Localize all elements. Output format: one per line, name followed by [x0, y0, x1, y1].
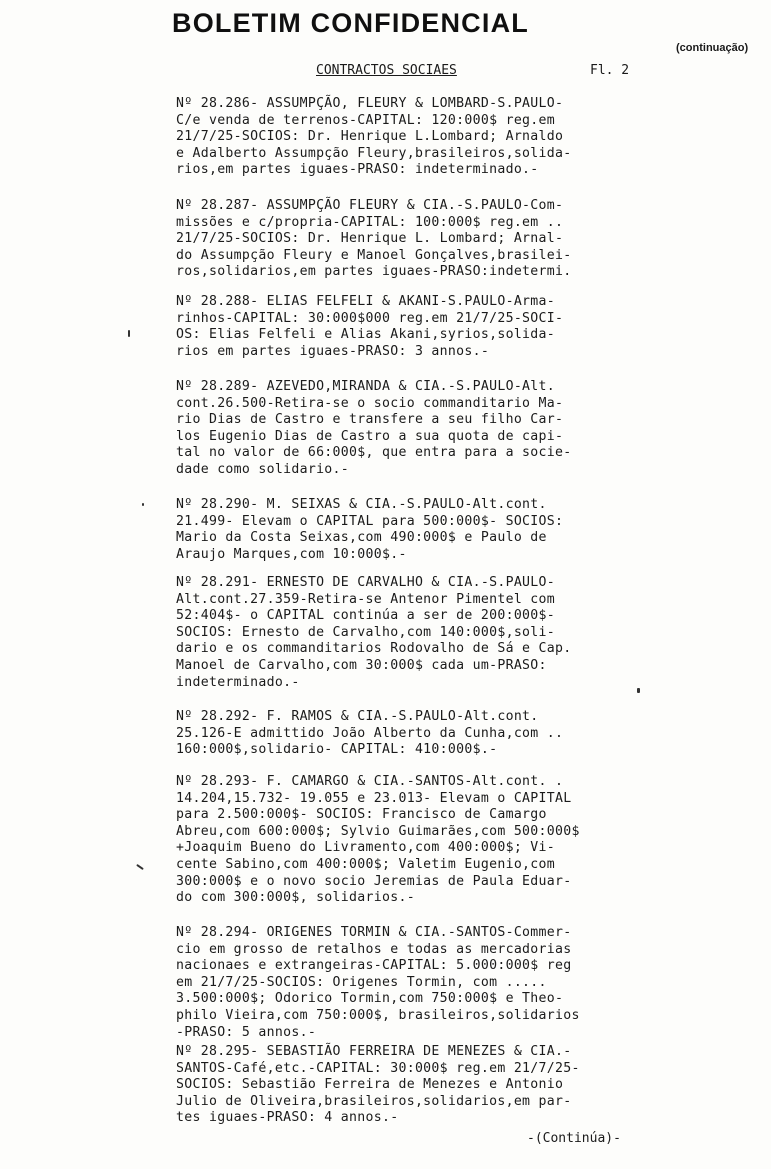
- entry-line: 21/7/25-SOCIOS: Dr. Henrique L. Lombard; Arnal-: [176, 231, 564, 247]
- entry-line: Nº 28.295- SEBASTIÃO FERREIRA DE MENEZES & CIA.-: [176, 1044, 572, 1059]
- section-heading: CONTRACTOS SOCIAES: [316, 63, 457, 78]
- entry-line: dario e os commanditarios Rodovalho de Sá e Cap.: [176, 641, 572, 657]
- entry-line: e Adalberto Assumpção Fleury,brasileiros,solida-: [176, 145, 572, 161]
- entry-line: para 2.500:000$- SOCIOS: Francisco de Camargo: [176, 807, 547, 823]
- scan-speck: [142, 503, 144, 506]
- entry-line: OS: Elias Felfeli e Alias Akani,syrios,solida-: [176, 327, 556, 343]
- entry-line: 52:404$- o CAPITAL continúa a ser de 200:000$-: [176, 608, 556, 624]
- entry-line: -PRASO: 5 annos.-: [176, 1024, 317, 1040]
- entry-line: C/e venda de terrenos-CAPITAL: 120:000$ reg.em: [176, 112, 556, 128]
- entry-28291: [176, 575, 572, 691]
- entry-line: Manoel de Carvalho,com 30:000$ cada um-PRASO:: [176, 657, 547, 673]
- entry-line: SOCIOS: Sebastião Ferreira de Menezes e Antonio: [176, 1077, 564, 1093]
- entry-line: 300:000$ e o novo socio Jeremias de Paula Eduar-: [176, 873, 572, 889]
- entry-line: Alt.cont.27.359-Retira-se Antenor Pimentel com: [176, 591, 556, 607]
- entry-line: 14.204,15.732- 19.055 e 23.013- Elevam o CAPITAL: [176, 790, 572, 806]
- entry-line: cente Sabino,com 400:000$; Valetim Eugenio,com: [176, 856, 556, 872]
- entry-line: cio em grosso de retalhos e todas as mercadorias: [176, 941, 572, 957]
- entry-line: Nº 28.289- AZEVEDO,MIRANDA & CIA.-S.PAULO-Alt.: [176, 379, 556, 394]
- entry-line: cont.26.500-Retira-se o socio commanditario Ma-: [176, 395, 564, 411]
- entry-line: em 21/7/25-SOCIOS: Origenes Tormin, com .....: [176, 974, 547, 990]
- continuation-label: (continuação): [676, 42, 749, 54]
- entry-line: 3.500:000$; Odorico Tormin,com 750:000$ e Theo-: [176, 991, 564, 1007]
- entry-line: do Assumpção Fleury e Manoel Gonçalves,brasilei-: [176, 247, 572, 263]
- entry-28295: [176, 1044, 580, 1127]
- entry-line: Nº 28.291- ERNESTO DE CARVALHO & CIA.-S.PAULO-: [176, 575, 556, 590]
- entry-line: tal no valor de 66:000$, que entra para a socie-: [176, 445, 572, 461]
- entry-28287: [176, 198, 572, 281]
- entry-line: 21/7/25-SOCIOS: Dr. Henrique L.Lombard; Arnaldo: [176, 129, 564, 145]
- entry-28286: [176, 96, 572, 179]
- entry-line: 21.499- Elevam o CAPITAL para 500:000$- SOCIOS:: [176, 513, 564, 529]
- entry-line: rinhos-CAPITAL: 30:000$000 reg.em 21/7/25-SOCI-: [176, 310, 564, 326]
- entry-28288: [176, 294, 563, 360]
- entry-line: tes iguaes-PRASO: 4 annos.-: [176, 1110, 399, 1126]
- page-number: Fl. 2: [590, 63, 630, 78]
- entry-line: Nº 28.290- M. SEIXAS & CIA.-S.PAULO-Alt.cont.: [176, 497, 547, 512]
- page-title: BOLETIM CONFIDENCIAL: [172, 8, 529, 38]
- entry-line: missões e c/propria-CAPITAL: 100:000$ reg.em ..: [176, 214, 564, 230]
- entry-28293: [176, 774, 580, 907]
- entry-line: Nº 28.294- ORIGENES TORMIN & CIA.-SANTOS-Commer-: [176, 925, 572, 940]
- entry-line: rios em partes iguaes-PRASO: 3 annos.-: [176, 343, 490, 359]
- entry-line: Nº 28.286- ASSUMPÇÃO, FLEURY & LOMBARD-S.PAULO-: [176, 96, 564, 111]
- entry-line: +Joaquim Bueno do Livramento,com 400:000$; Vi-: [176, 840, 556, 856]
- entry-28290: [176, 497, 563, 563]
- entry-line: indeterminado.-: [176, 674, 300, 690]
- entry-28292: [176, 709, 563, 759]
- entry-line: Araujo Marques,com 10:000$.-: [176, 546, 407, 562]
- entry-line: dade como solidario.-: [176, 461, 350, 477]
- entry-line: nacionaes e extrangeiras-CAPITAL: 5.000:000$ reg: [176, 958, 572, 974]
- entry-line: Abreu,com 600:000$; Sylvio Guimarães,com 500:000$: [176, 823, 580, 839]
- entry-28294: [176, 925, 580, 1041]
- entry-line: Mario da Costa Seixas,com 490:000$ e Paulo de: [176, 530, 547, 546]
- entry-line: SOCIOS: Ernesto de Carvalho,com 140:000$,soli-: [176, 624, 556, 640]
- entry-line: 25.126-E admittido João Alberto da Cunha,com ..: [176, 725, 564, 741]
- entry-line: Nº 28.292- F. RAMOS & CIA.-S.PAULO-Alt.cont.: [176, 709, 539, 724]
- entry-line: rio Dias de Castro e transfere a seu filho Car-: [176, 412, 564, 428]
- entry-line: Nº 28.293- F. CAMARGO & CIA.-SANTOS-Alt.cont. .: [176, 774, 564, 789]
- entry-line: rios,em partes iguaes-PRASO: indeterminado.-: [176, 162, 539, 178]
- scan-speck: [637, 688, 640, 693]
- entry-line: ros,solidarios,em partes iguaes-PRASO:indetermi.: [176, 264, 572, 280]
- entry-line: Nº 28.288- ELIAS FELFELI & AKANI-S.PAULO-Arma-: [176, 294, 556, 309]
- continues-footer: -(Continúa)-: [527, 1131, 621, 1146]
- entry-line: do com 300:000$, solidarios.-: [176, 890, 415, 906]
- entry-line: 160:000$,solidario- CAPITAL: 410:000$.-: [176, 742, 498, 758]
- entry-line: los Eugenio Dias de Castro a sua quota de capi-: [176, 428, 564, 444]
- entry-line: philo Vieira,com 750:000$, brasileiros,solidarios: [176, 1007, 580, 1023]
- scan-speck: [128, 330, 130, 337]
- entry-line: SANTOS-Café,etc.-CAPITAL: 30:000$ reg.em 21/7/25-: [176, 1060, 580, 1076]
- entry-line: Nº 28.287- ASSUMPÇÃO FLEURY & CIA.-S.PAULO-Com-: [176, 198, 564, 213]
- scan-speck: [136, 864, 144, 870]
- entry-line: Julio de Oliveira,brasileiros,solidarios,em par-: [176, 1093, 572, 1109]
- entry-28289: [176, 379, 572, 479]
